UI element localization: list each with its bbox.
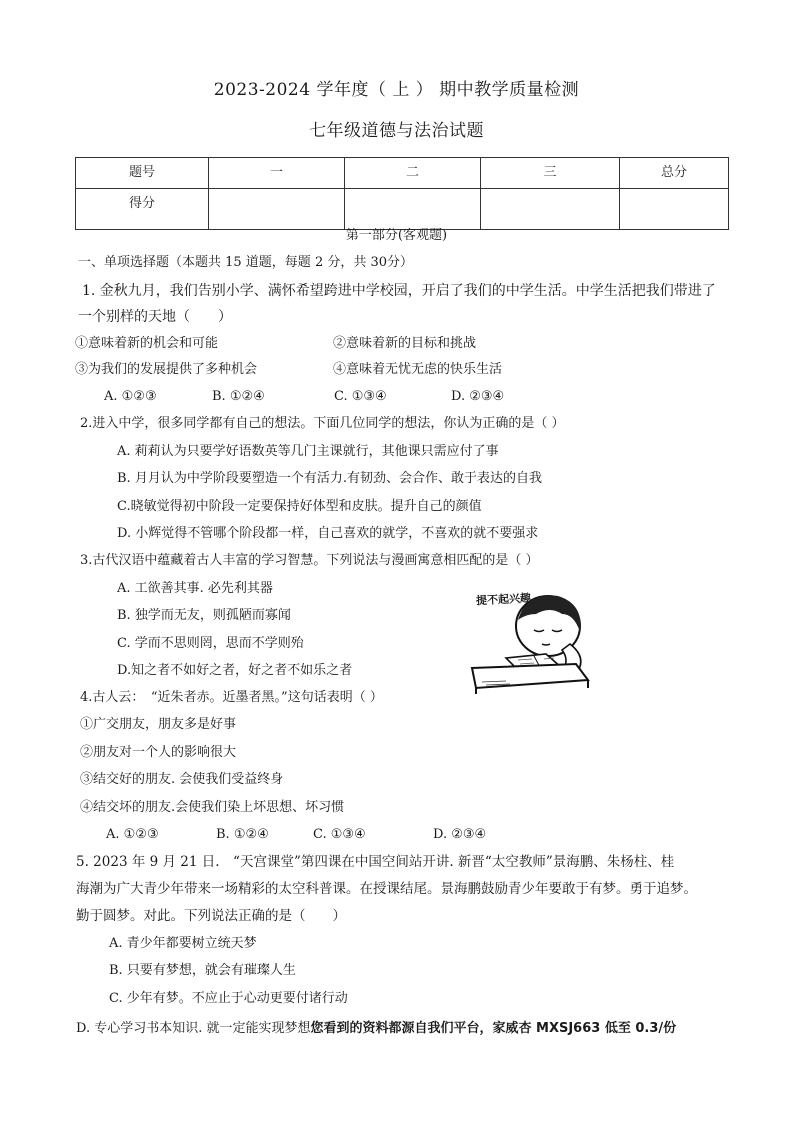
score-row-label: 得分 [76, 189, 209, 230]
score-header-cell: 三 [481, 158, 620, 189]
q3-option-b[interactable]: B. 独学而无友，则孤陋而寡闻 [117, 608, 291, 623]
q2-option-c[interactable]: C.晓敏觉得初中阶段一定要保持好体型和皮肤。提升自己的颜值 [117, 499, 482, 514]
part1-title: 第一部分(客观题) [345, 228, 448, 243]
score-table [75, 157, 729, 230]
comic-desk [472, 664, 588, 688]
score-table-score-row [76, 189, 729, 230]
q3-stem: 3.古代汉语中蕴藏着古人丰富的学习智慧。下列说法与漫画寓意相匹配的是（ ） [80, 553, 539, 568]
q1-choice-b[interactable]: B. ①②④ [212, 389, 265, 404]
q5-stem-line1: 5. 2023 年 9 月 21 日. “天宫课堂”第四课在中国空间站开讲. 新晋“太空教师”景海鹏、朱杨柱、桂 [76, 854, 675, 870]
q4-item-1: ①广交朋友，朋友多是好事 [80, 717, 237, 732]
q4-choice-c[interactable]: C. ①③④ [313, 827, 366, 842]
q5-option-d-row [76, 1021, 676, 1037]
q5-stem-line3: 勤于圆梦。对此。下列说法正确的是（ ） [76, 908, 346, 924]
q5-option-c[interactable]: C. 少年有梦。不应止于心动更要付诸行动 [109, 991, 348, 1006]
q1-choice-a[interactable]: A. ①②③ [104, 389, 157, 404]
q4-item-3: ③结交好的朋友. 会使我们受益终身 [80, 772, 284, 787]
q3-option-c[interactable]: C. 学而不思则罔，思而不学则殆 [117, 636, 304, 651]
exam-subtitle: 七年级道德与法治试题 [309, 121, 484, 141]
q4-item-4: ④结交坏的朋友.会使我们染上坏思想、坏习惯 [80, 800, 345, 815]
q1-item-3: ③为我们的发展提供了多种机会 [75, 362, 258, 377]
q1-stem-line2: 一个别样的天地（ ） [78, 309, 232, 325]
score-blank-cell [209, 189, 345, 230]
score-blank-cell [481, 189, 620, 230]
q4-choice-a[interactable]: A. ①②③ [106, 827, 159, 842]
q1-item-1: ①意味着新的机会和可能 [75, 336, 219, 351]
score-blank-cell [345, 189, 481, 230]
q2-option-a[interactable]: A. 莉莉认为只要学好语数英等几门主课就行，其他课只需应付了事 [117, 444, 499, 459]
q5-option-b[interactable]: B. 只要有梦想，就会有璀璨人生 [109, 963, 296, 978]
section1-title: 一、单项选择题（本题共 15 道题，每题 2 分，共 30分） [78, 255, 414, 270]
comic-caption: 提不起兴趣 [475, 591, 532, 608]
q2-stem: 2.进入中学，很多同学都有自己的想法。下面几位同学的想法，你认为正确的是（ ） [80, 416, 565, 431]
q3-option-d[interactable]: D.知之者不如好之者，好之者不如乐之者 [117, 663, 353, 678]
q1-choice-c[interactable]: C. ①③④ [334, 389, 387, 404]
q2-option-b[interactable]: B. 月月认为中学阶段要塑造一个有活力.有韧劲、会合作、敢于表达的自我 [117, 471, 542, 486]
score-header-cell: 题号 [76, 158, 209, 189]
score-header-cell: 二 [345, 158, 481, 189]
q4-choice-b[interactable]: B. ①②④ [216, 827, 269, 842]
q5-stem-line2: 海潮为广大青少年带来一场精彩的太空科普课。在授课结尾。景海鹏鼓励青少年要敢于有梦。勇于追梦。 [76, 881, 697, 897]
q3-option-a[interactable]: A. 工欲善其事. 必先利其器 [117, 581, 273, 596]
q4-choice-d[interactable]: D. ②③④ [433, 827, 487, 842]
q2-option-d[interactable]: D. 小辉觉得不管哪个阶段都一样，自己喜欢的就学，不喜欢的就不要强求 [117, 526, 539, 541]
score-table-header-row [76, 158, 729, 189]
score-blank-cell [620, 189, 729, 230]
q1-item-2: ②意味着新的目标和挑战 [333, 336, 477, 351]
score-header-cell: 总分 [620, 158, 729, 189]
q1-choice-d[interactable]: D. ②③④ [451, 389, 505, 404]
q4-stem: 4.古人云： “近朱者赤。近墨者黑。”这句话表明（ ） [80, 690, 383, 705]
q5-option-d[interactable]: D. 专心学习书本知识. 就一定能实现梦想 [76, 1021, 311, 1036]
q1-item-4: ④意味着无忧无虑的快乐生活 [333, 362, 503, 377]
q5-option-a[interactable]: A. 青少年都要树立统天梦 [109, 936, 257, 951]
q1-stem-line1: 1. 金秋九月，我们告别小学、满怀希望跨进中学校园，开启了我们的中学生活。中学生活把我们带进了 [82, 283, 716, 299]
watermark-overlay-text: 您看到的资料都源自我们平台，家威杏 MXSJ663 低至 0.3/份 [310, 1021, 677, 1036]
score-header-cell: 一 [209, 158, 345, 189]
q4-item-2: ②朋友对一个人的影响很大 [80, 745, 237, 760]
exam-title: 2023-2024 学年度（ 上 ） 期中教学质量检测 [213, 80, 580, 100]
